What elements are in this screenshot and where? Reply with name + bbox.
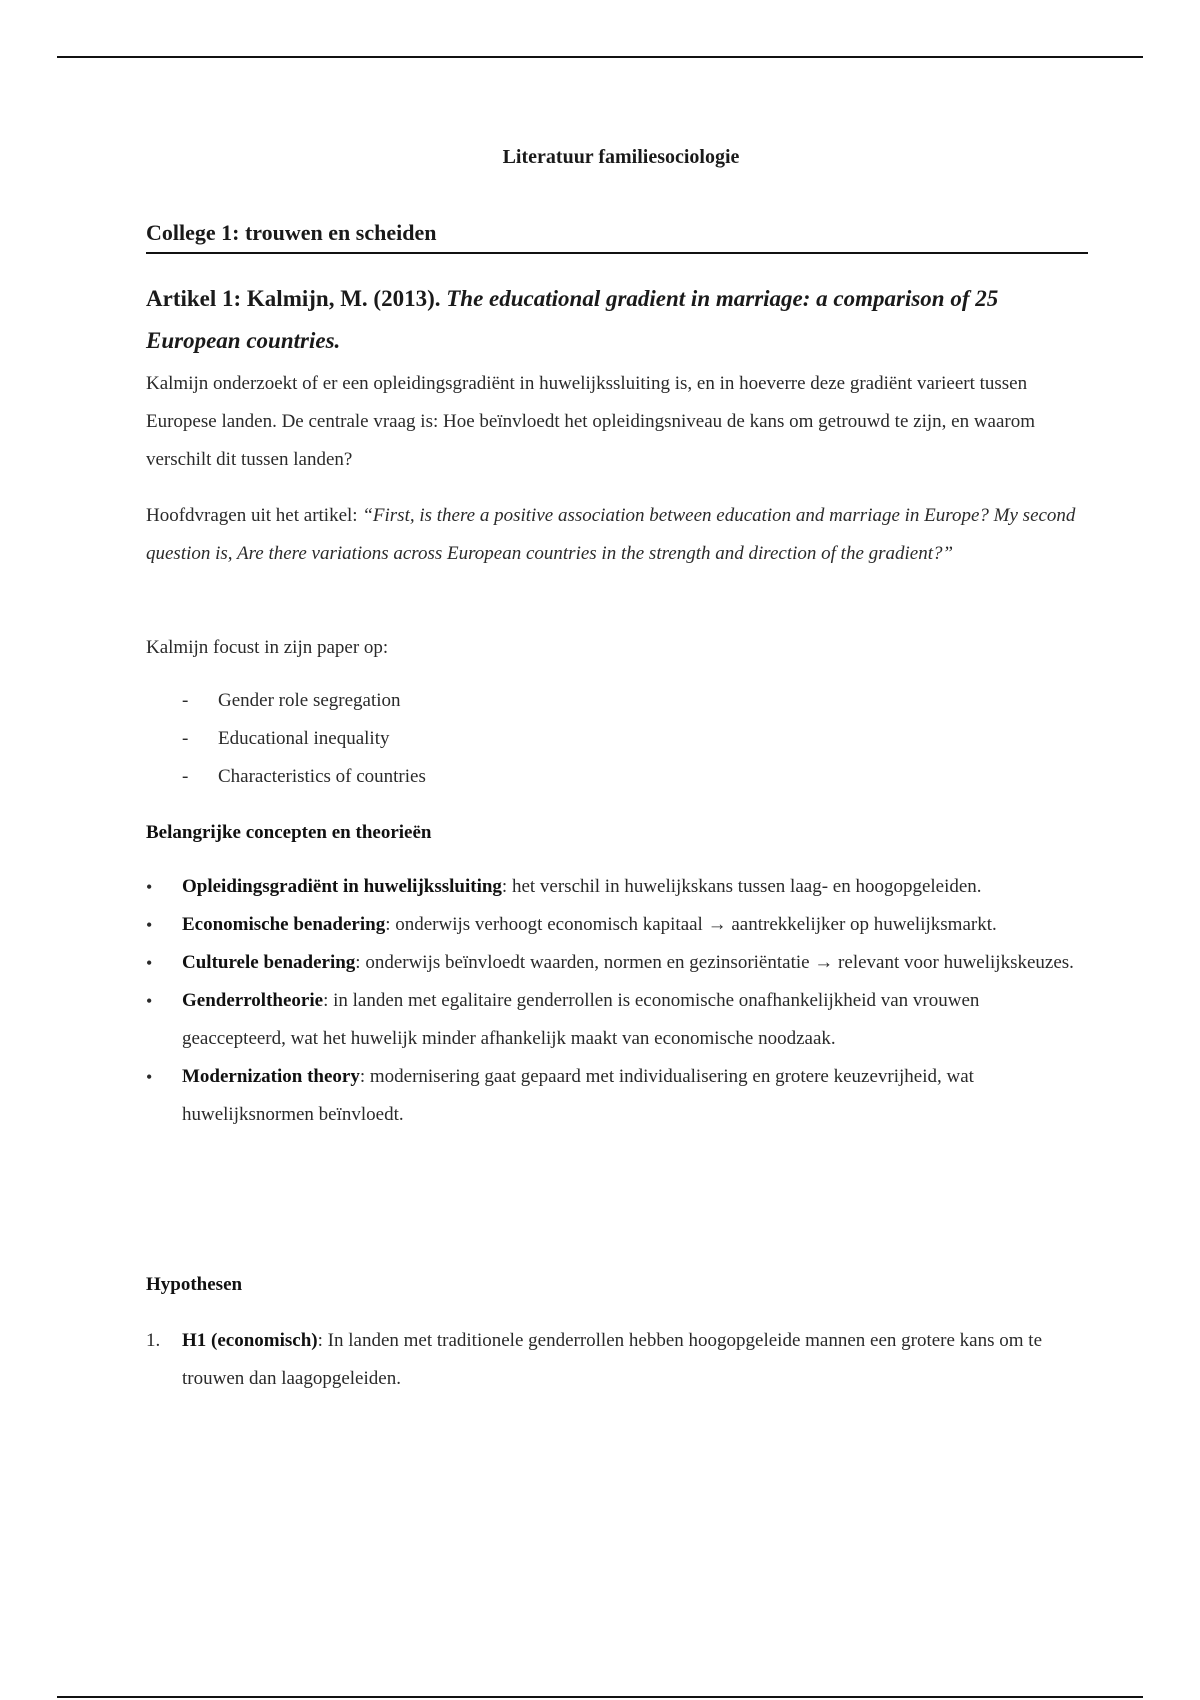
document-title: Literatuur familiesociologie xyxy=(502,146,740,168)
concept-term: Opleidingsgradiënt in huwelijkssluiting xyxy=(182,876,502,897)
concept-text: : onderwijs beïnvloedt waarden, normen en gezinsoriëntatie → relevant voor huwelijkskeuzes. xyxy=(355,952,1074,973)
concepts-list xyxy=(146,868,1088,1134)
bullet-marker: • xyxy=(146,915,153,935)
list-item xyxy=(146,1058,1088,1134)
list-item xyxy=(146,682,1088,720)
questions-quote: “First, is there a positive association between education and marriage in Europe? My second question is, Are there variations across European countries in the strength and direction of the gradient?” xyxy=(146,505,1076,564)
intro-paragraph: Kalmijn onderzoekt of er een opleidingsgradiënt in huwelijkssluiting is, en in hoeverre deze gradiënt varieert tussen Europese landen. De centrale vraag is: Hoe beïnvloedt het opleidingsniveau de kans om getrouwd te zijn, en waarom verschilt dit tussen landen? xyxy=(146,373,1036,470)
focus-intro: Kalmijn focust in zijn paper op: xyxy=(146,637,389,658)
concept-text: : in landen met egalitaire genderrollen is economische onafhankelijkheid van vrouwen geaccepteerd, wat het huwelijk minder afhankelijk maakt van economische noodzaak. xyxy=(182,990,980,1049)
hypothesis-text: : In landen met traditionele genderrollen hebben hoogopgeleide mannen een grotere kans om te trouwen dan laagopgeleiden. xyxy=(182,1330,1042,1389)
bullet-marker: • xyxy=(146,991,153,1011)
list-item xyxy=(146,944,1088,982)
focus-list xyxy=(146,682,1088,796)
article-heading xyxy=(146,278,1088,362)
concept-term: Modernization theory xyxy=(182,1066,360,1087)
article-citation-prefix: Artikel 1: Kalmijn, M. (2013). xyxy=(146,286,441,311)
hypothesis-term: H1 (economisch) xyxy=(182,1330,318,1351)
concept-text: : het verschil in huwelijkskans tussen laag- en hoogopgeleiden. xyxy=(501,876,982,897)
top-rule xyxy=(57,56,1143,58)
hypotheses-heading: Hypothesen xyxy=(146,1274,243,1295)
dash-marker: - xyxy=(182,766,189,787)
list-item-text: Educational inequality xyxy=(218,728,390,749)
list-item xyxy=(146,906,1088,944)
bullet-marker: • xyxy=(146,877,153,897)
questions-label: Hoofdvragen uit het artikel: xyxy=(146,505,358,526)
list-item xyxy=(146,982,1088,1058)
list-item xyxy=(146,720,1088,758)
list-item xyxy=(146,868,1088,906)
questions-paragraph xyxy=(146,497,1088,573)
article-title: The educational gradient in marriage: a comparison of 25 European countries. xyxy=(146,286,999,353)
concept-text: : modernisering gaat gepaard met individualisering en grotere keuzevrijheid, wat huwelijksnormen beïnvloedt. xyxy=(182,1066,974,1125)
list-item-text: Gender role segregation xyxy=(218,690,401,711)
concept-text: : onderwijs verhoogt economisch kapitaal → aantrekkelijker op huwelijksmarkt. xyxy=(385,914,997,935)
bullet-marker: • xyxy=(146,1067,153,1087)
bottom-rule xyxy=(57,1696,1143,1698)
dash-marker: - xyxy=(182,728,189,749)
bullet-marker: • xyxy=(146,953,153,973)
hypotheses-list xyxy=(146,1322,1088,1398)
concept-term: Genderroltheorie xyxy=(182,990,324,1011)
list-item xyxy=(146,1322,1088,1398)
list-item xyxy=(146,758,1088,796)
list-item-text: Characteristics of countries xyxy=(218,766,426,787)
concept-term: Culturele benadering xyxy=(182,952,356,973)
concepts-heading: Belangrijke concepten en theorieën xyxy=(146,822,432,843)
concept-term: Economische benadering xyxy=(182,914,386,935)
dash-marker: - xyxy=(182,690,189,711)
college-heading: College 1: trouwen en scheiden xyxy=(146,220,1088,254)
hypothesis-number: 1. xyxy=(146,1330,161,1351)
